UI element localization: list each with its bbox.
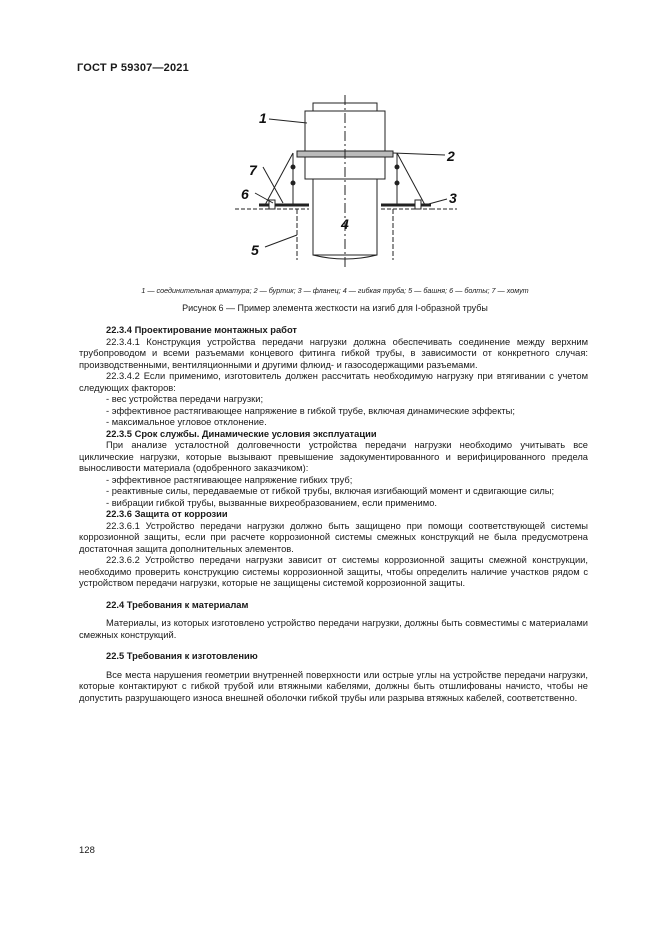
figure-label-6: 6 (241, 186, 249, 202)
figure-label-2: 2 (447, 148, 455, 164)
figure-label-7: 7 (249, 162, 257, 178)
figure-label-5: 5 (251, 242, 259, 258)
paragraph-22-3-6-2: 22.3.6.2 Устройство передачи нагрузки зависит от системы коррозионной защиты смежной конструкции, необходимо проверить конструкцию системы коррозионной защиты, чтобы определить наличие участков рядом с устройством передачи нагрузки, которые не защищены системой коррозионной защиты. (79, 555, 588, 588)
paragraph-22-3-5: При анализе усталостной долговечности устройства передачи нагрузки необходимо учитывать все циклические нагрузки, которые вызывают превышение задокументированного и верифицированного предела выносливости материала (одобренного заказчиком): (79, 440, 588, 473)
section-title-22-3-4: 22.3.4 Проектирование монтажных работ (106, 325, 297, 335)
page-number: 128 (79, 845, 95, 856)
section-title-22-3-5: 22.3.5 Срок службы. Динамические условия эксплуатации (106, 428, 377, 439)
document-body (79, 325, 588, 704)
paragraph-22-3-6-1: 22.3.6.1 Устройство передачи нагрузки должно быть защищено при помощи соответствующей системы коррозионной защиты, если при расчете коррозионной системы смежных конструкций не была предусмотрена достаточная защита дополнительных элементов. (79, 520, 588, 554)
figure-label-1: 1 (259, 110, 267, 126)
figure-caption: Рисунок 6 — Пример элемента жесткости на изгиб для I-образной трубы (182, 303, 488, 313)
figure-legend: 1 — соединительная арматура; 2 — буртик; 3 — фланец; 4 — гибкая труба; 5 — башня; 6 — болты; 7 — хомут (141, 286, 529, 295)
paragraph-22-3-4-1: 22.3.4.1 Конструкция устройства передачи нагрузки должна обеспечивать соединение между верхним трубопроводом и всеми разъемами концевого фитинга гибкой трубы, в зависимости от конкретного случая: производственными, вентиляционными и другими флюид- и газосодержащими разъемами. (79, 336, 588, 370)
section-title-22-3-6: 22.3.6 Защита от коррозии (106, 509, 228, 519)
section-title-22-4: 22.4 Требования к материалам (106, 599, 249, 610)
figure-label-3: 3 (449, 190, 457, 206)
paragraph-22-5: Все места нарушения геометрии внутренней поверхности или острые углы на устройстве передачи нагрузки, которые контактируют с гибкой трубой или втяжными кабелями, должны быть отшлифованы начисто, чтобы не допустить разрушающего износа внешней оболочки гибкой трубы или разрыва втяжных кабелей, соответственно. (79, 669, 588, 703)
list-item: - эффективное растягивающее напряжение в гибкой трубе, включая динамические эффекты; (106, 405, 515, 416)
figure-label-4: 4 (341, 216, 349, 232)
document-header: ГОСТ Р 59307—2021 (77, 62, 189, 74)
stiffener-figure (225, 95, 465, 270)
list-item: - максимальное угловое отклонение. (106, 417, 267, 427)
paragraph-22-3-4-2: 22.3.4.2 Если применимо, изготовитель должен рассчитать необходимую нагрузку при втягивании с учетом следующих факторов: (79, 371, 588, 393)
section-title-22-5: 22.5 Требования к изготовлению (106, 651, 258, 661)
list-item: - эффективное растягивающее напряжение гибких труб; (106, 474, 353, 485)
list-item: - вибрации гибкой трубы, вызванные вихреобразованием, если применимо. (106, 497, 437, 508)
list-item: - вес устройства передачи нагрузки; (106, 394, 264, 404)
list-item: - реактивные силы, передаваемые от гибкой трубы, включая изгибающий момент и сдвигающие силы; (106, 486, 555, 496)
paragraph-22-4: Материалы, из которых изготовлено устройство передачи нагрузки, должны быть совместимы с материалами смежных конструкций. (79, 618, 588, 640)
